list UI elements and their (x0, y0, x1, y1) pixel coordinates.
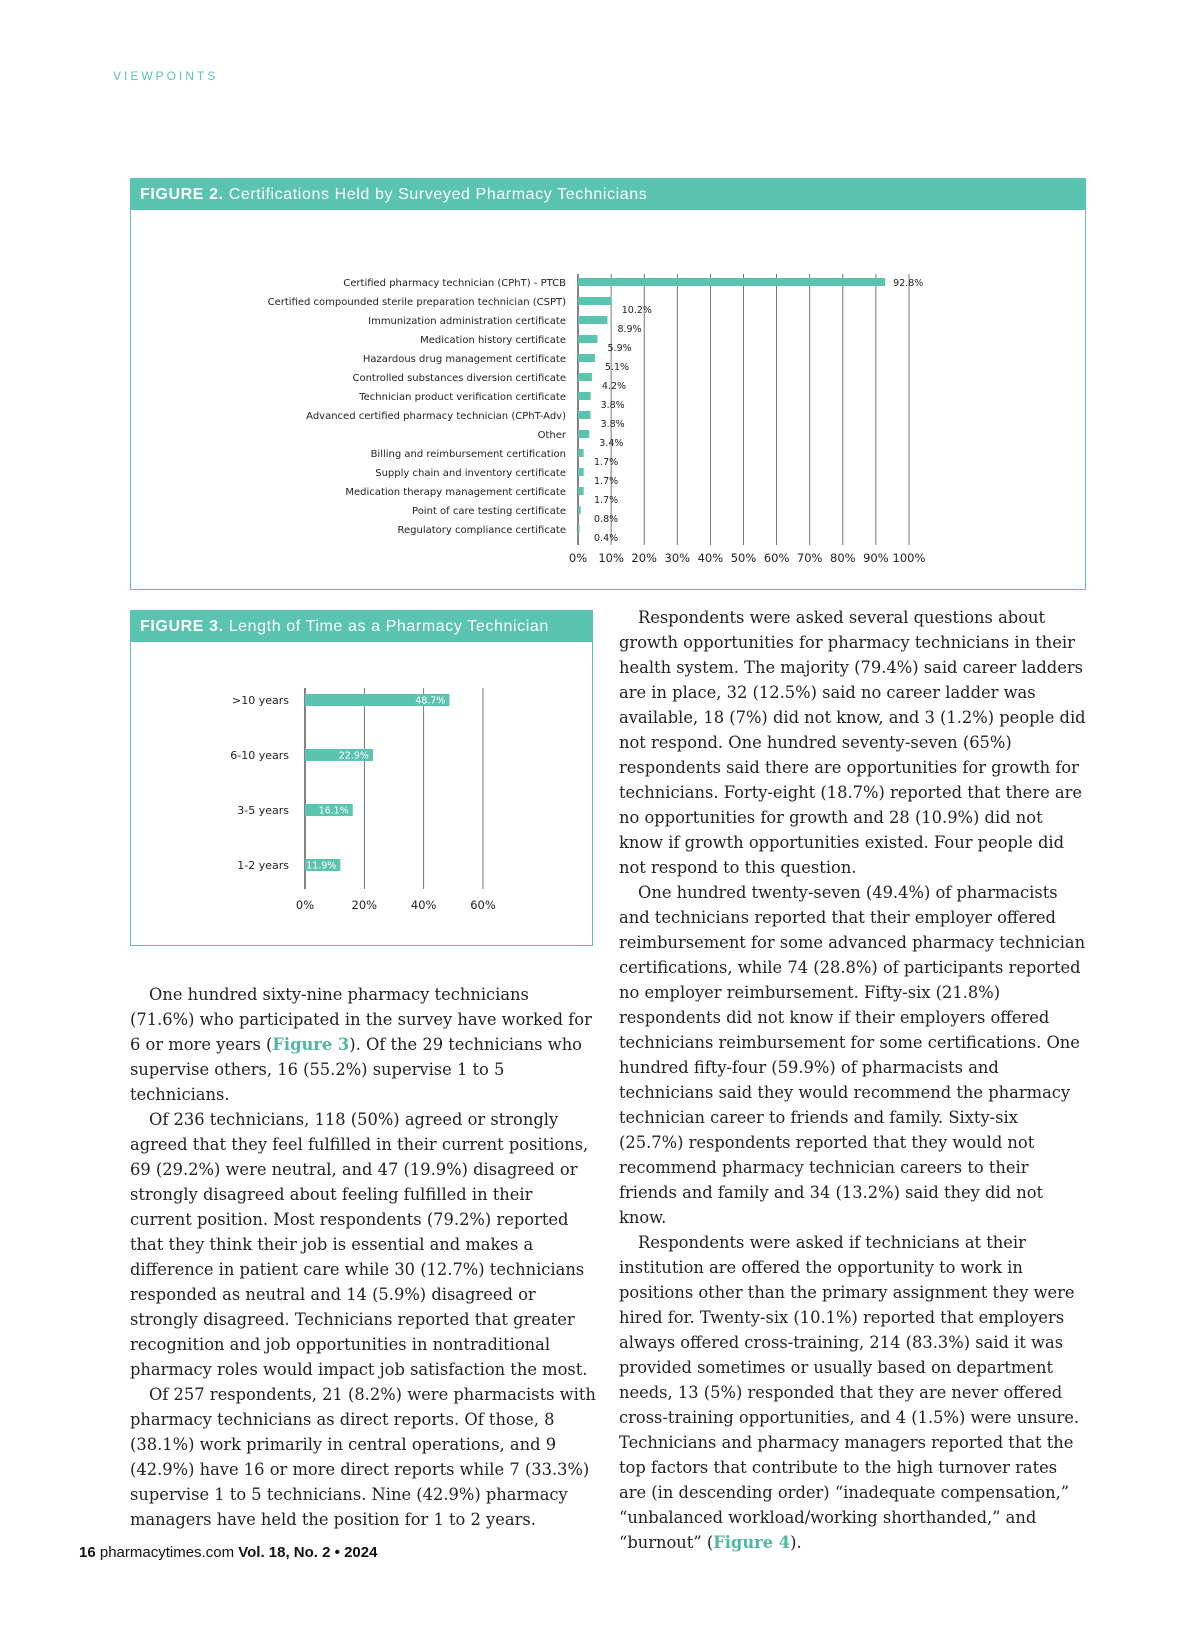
bar (578, 316, 607, 324)
x-tick-label: 90% (863, 551, 889, 565)
value-label: 8.9% (617, 324, 642, 335)
figure-2-label: FIGURE 2. (140, 186, 224, 203)
category-label: 3-5 years (237, 804, 289, 817)
figure-4-link[interactable]: Figure 4 (713, 1533, 791, 1552)
value-label: 0.4% (594, 533, 619, 544)
value-label: 16.1% (318, 805, 349, 817)
category-label: Technician product verification certificate (359, 392, 566, 403)
value-label: 22.9% (338, 750, 369, 762)
paragraph: Respondents were asked several questions about growth opportunities for pharmacy technicians in their health system. The majority (79.4%) said career ladders are in place, 32 (12.5%) said no career ladder was available, 18 (7%) did not know, and 3 (1.2%) people did not respond. One hundred seventy-seven (65%) respondents said there are opportunities for growth for technicians. Forty-eight (18.7%) reported that there are no opportunities for growth and 28 (10.9%) did not know if growth opportunities existed. Four people did not respond to this question. (619, 608, 1086, 877)
figure-3-link[interactable]: Figure 3 (272, 1035, 350, 1054)
value-label: 1.7% (594, 457, 619, 468)
value-label: 48.7% (415, 695, 446, 707)
certifications-chart (131, 210, 1084, 588)
bar (578, 392, 591, 400)
value-label: 5.1% (604, 362, 630, 373)
x-tick-label: 40% (410, 898, 437, 912)
body-column-right (619, 605, 1087, 1555)
value-label: 11.9% (306, 860, 337, 872)
x-tick-label: 80% (830, 551, 856, 565)
category-label: Billing and reimbursement certification (370, 449, 566, 460)
bar (578, 449, 584, 457)
bar (578, 506, 581, 514)
category-label: Medication history certificate (420, 335, 566, 346)
value-label: 0.8% (594, 514, 619, 525)
bar (578, 487, 584, 495)
bar (578, 335, 598, 343)
figure-2 (130, 178, 1086, 590)
category-label: Controlled substances diversion certificate (352, 373, 566, 384)
bar (578, 278, 885, 286)
tenure-chart (131, 642, 591, 944)
bar (578, 430, 589, 438)
page-footer (79, 1544, 377, 1561)
paragraph: Of 257 respondents, 21 (8.2%) were pharmacists with pharmacy technicians as direct reports. Of those, 8 (38.1%) work primarily in central operations, and 9 (42.9%) have 16 or more direct reports while 7 (33.3%) supervise 1 to 5 technicians. Nine (42.9%) pharmacy managers have held the position for 1 to 2 years. (130, 1385, 596, 1529)
bar (578, 411, 591, 419)
figure-3-title: Length of Time as a Pharmacy Technician (228, 618, 549, 635)
paragraph: Respondents were asked if technicians at their institution are offered the opportunity to work in positions other than the primary assignment they were hired for. Twenty-six (10.1%) reported that employers always offered cross-training, 214 (83.3%) said it was provided sometimes or usually based on department needs, 13 (5%) responded that they are never offered cross-training opportunities, and 4 (1.5%) were unsure. Technicians and pharmacy managers reported that the top factors that contribute to the high turnover rates are (in descending order) “inadequate compensation,” “unbalanced workload/working shorthanded,” and “burnout” (Figure 4). (619, 1233, 1080, 1552)
figure-2-title-bar (131, 179, 1085, 210)
x-tick-label: 0% (295, 898, 315, 912)
x-tick-label: 60% (763, 551, 790, 565)
paragraph: One hundred twenty-seven (49.4%) of pharmacists and technicians reported that their employer offered reimbursement for some advanced pharmacy technician certifications, while 74 (28.8%) of participants reported no employer reimbursement. Fifty-six (21.8%) respondents did not know if their employers offered technicians reimbursement for some certifications. One hundred fifty-four (59.9%) of pharmacists and technicians said they would recommend the pharmacy technician career to friends and family. Sixty-six (25.7%) respondents reported that they would not recommend pharmacy technician careers to their friends and family and 34 (13.2%) said they did not know. (619, 883, 1086, 1227)
x-tick-label: 10% (598, 551, 624, 565)
section-label: VIEWPOINTS (113, 69, 219, 83)
category-label: 6-10 years (230, 749, 289, 762)
value-label: 5.9% (607, 343, 632, 354)
bar (578, 468, 584, 476)
bar (578, 525, 580, 533)
body-column-left (130, 982, 596, 1532)
bar (578, 373, 592, 381)
x-tick-label: 60% (470, 898, 496, 912)
x-tick-label: 20% (351, 898, 378, 912)
category-label: Immunization administration certificate (368, 316, 566, 327)
category-label: Medication therapy management certificate (345, 487, 566, 498)
category-label: Supply chain and inventory certificate (375, 468, 566, 479)
value-label: 92.8% (893, 278, 924, 289)
figure-3 (130, 610, 593, 946)
issue-info: Vol. 18, No. 2 • 2024 (238, 1544, 378, 1561)
x-tick-label: 40% (697, 551, 724, 565)
page-number: 16 (79, 1544, 96, 1561)
category-label: >10 years (232, 694, 289, 707)
bar (578, 297, 612, 305)
category-label: Hazardous drug management certificate (362, 354, 566, 365)
x-tick-label: 20% (631, 551, 657, 565)
figure-3-label: FIGURE 3. (140, 618, 224, 635)
x-tick-label: 50% (730, 551, 757, 565)
value-label: 3.8% (600, 419, 625, 430)
figure-3-title-bar (131, 611, 592, 642)
category-label: Regulatory compliance certificate (397, 525, 566, 536)
value-label: 3.4% (599, 438, 624, 449)
category-label: Point of care testing certificate (412, 506, 566, 517)
site-name: pharmacytimes.com (99, 1544, 235, 1561)
x-tick-label: 70% (796, 551, 823, 565)
figure-2-title: Certifications Held by Surveyed Pharmacy Technicians (228, 186, 648, 203)
x-tick-label: 100% (892, 551, 926, 565)
category-label: Certified pharmacy technician (CPhT) - PTCB (343, 278, 566, 289)
category-label: Advanced certified pharmacy technician (CPhT-Adv) (306, 411, 566, 422)
category-label: Other (537, 430, 566, 441)
paragraph: Of 236 technicians, 118 (50%) agreed or strongly agreed that they feel fulfilled in their current positions, 69 (29.2%) were neutral, and 47 (19.9%) disagreed or strongly disagreed about feeling fulfilled in their current position. Most respondents (79.2%) reported that they think their job is essential and makes a difference in patient care while 30 (12.7%) technicians responded as neutral and 14 (5.9%) disagreed or strongly disagreed. Technicians reported that greater recognition and job opportunities in nontraditional pharmacy roles would impact job satisfaction the most. (130, 1110, 589, 1379)
x-tick-label: 0% (568, 551, 588, 565)
value-label: 4.2% (601, 381, 627, 392)
value-label: 3.8% (600, 400, 625, 411)
category-label: 1-2 years (237, 859, 289, 872)
category-label: Certified compounded sterile preparation technician (CSPT) (267, 297, 566, 308)
bar (578, 354, 595, 362)
x-tick-label: 30% (664, 551, 691, 565)
paragraph: One hundred sixty-nine pharmacy technicians (71.6%) who participated in the survey have worked for 6 or more years (Figure 3). Of the 29 technicians who supervise others, 16 (55.2%) supervise 1 to 5 technicians. (130, 985, 592, 1104)
value-label: 10.2% (621, 305, 652, 316)
value-label: 1.7% (594, 495, 619, 506)
value-label: 1.7% (594, 476, 619, 487)
